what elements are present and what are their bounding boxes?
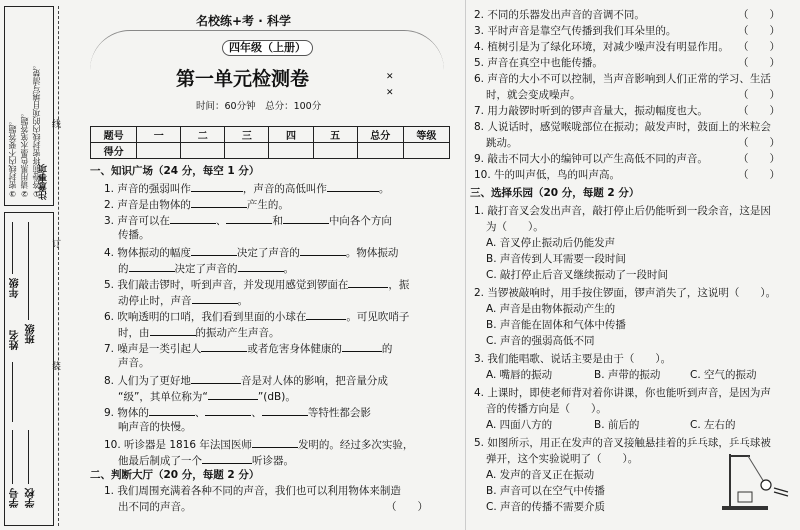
string — [748, 456, 764, 482]
notice-label: 注意事项 — [39, 164, 49, 200]
name-field[interactable] — [12, 362, 13, 422]
s3-q3: 3. 我们能唱歌、说话主要是由于（ ）。 — [474, 353, 672, 365]
score-cell[interactable] — [181, 143, 225, 159]
note-1: ①答卷前将密封线内的项目填写清楚。 — [32, 61, 41, 198]
s2-row-3: 3. 平时声音是靠空气传播到我们耳朵里的。 — [474, 25, 677, 37]
s2-row-3-answer[interactable]: （ ） — [738, 25, 780, 37]
s3-q1-option-c[interactable]: C. 敲打停止后音叉继续振动了一段时间 — [486, 269, 669, 281]
score-header-cell: 五 — [313, 127, 357, 143]
s2-row-10-answer[interactable]: （ ） — [738, 169, 780, 181]
s1-q9: 9. 物体的 、 、 等特性都会影 — [104, 404, 371, 420]
brand-line: 名校练+考 · 科学 — [196, 14, 291, 28]
s2-row-7: 7. 用力敲锣时听到的锣声音量大，振动幅度也大。 — [474, 105, 708, 117]
tuning-fork-diagram — [702, 448, 792, 512]
score-cell[interactable] — [357, 143, 403, 159]
answer-blank[interactable] — [306, 308, 346, 320]
s3-q5-option-a[interactable]: A. 发声的音叉正在振动 — [486, 469, 595, 481]
seal-char-ding: 订 — [52, 240, 62, 250]
answer-blank[interactable] — [191, 372, 241, 384]
score-header-cell: 三 — [225, 127, 269, 143]
score-header-cell: 二 — [181, 127, 225, 143]
s1-q4: 4. 物体振动的幅度 决定了声音的 。物体振动 — [104, 244, 398, 260]
s2-row-5: 5. 声音在真空中也能传播。 — [474, 57, 603, 69]
answer-blank[interactable] — [238, 260, 284, 272]
answer-blank[interactable] — [348, 276, 388, 288]
s3-q5-cont: 弹开，这个实验说明了（ ）。 — [486, 453, 639, 465]
tuning-fork-icon — [774, 488, 788, 496]
answer-blank[interactable] — [208, 388, 258, 400]
s1-q8-cont: “级”，其单位称为“ ”(dB)。 — [118, 388, 296, 404]
s2-row-8-cont: 跳动。 — [486, 137, 518, 149]
s3-q1-option-a[interactable]: A. 音叉停止振动后仍能发声 — [486, 237, 616, 249]
answer-blank[interactable] — [129, 260, 175, 272]
name-label: 姓名 — [10, 330, 21, 350]
s2-row-4: 4. 植树引是为了绿化环境，对减少噪声没有明显作用。 — [474, 41, 729, 53]
s3-q4: 4. 上课时，即使老师背对着你讲课，你也能听到声音，是因为声 — [474, 387, 771, 399]
s2-row-9: 9. 敲击不同大小的编钟可以产生高低不同的声音。 — [474, 153, 708, 165]
s3-q4-option-b[interactable]: B. 前后的 — [594, 419, 640, 431]
seal-char-zhuang: 装 — [52, 362, 62, 372]
answer-blank[interactable] — [191, 244, 237, 256]
s1-q7: 7. 噪声是一类引起人 或者危害身体健康的 的 — [104, 340, 392, 356]
s3-q2-option-a[interactable]: A. 声音是由物体振动产生的 — [486, 303, 616, 315]
class-field[interactable] — [28, 222, 29, 320]
grade-badge: 四年级（上册） — [222, 40, 313, 56]
s3-q3-option-b[interactable]: B. 声带的振动 — [594, 369, 661, 381]
score-header-cell: 题号 — [91, 127, 137, 143]
answer-blank[interactable] — [252, 436, 298, 448]
s1-q6: 6. 吹响透明的口哨，我们看到里面的小球在 。可见吹哨子 — [104, 308, 409, 324]
answer-blank[interactable] — [342, 340, 382, 352]
page-title: 第一单元检测卷 — [176, 68, 310, 90]
s3-q5: 5. 如图所示，用正在发声的音叉接触悬挂着的乒乓球，乒乓球被 — [474, 437, 771, 449]
score-cell[interactable] — [313, 143, 357, 159]
s3-q1: 1. 敲打音叉会发出声音，敲打停止后仍能听到一段余音，这是因 — [474, 205, 771, 217]
score-cell[interactable] — [137, 143, 181, 159]
note-2: ②请用黑色墨水笔答题。 — [20, 109, 29, 198]
school-label: 学校 — [26, 488, 37, 508]
answer-blank[interactable] — [300, 244, 346, 256]
score-header-cell: 总分 — [357, 127, 403, 143]
s2-row-4-answer[interactable]: （ ） — [738, 41, 780, 53]
score-header-cell: 一 — [137, 127, 181, 143]
s1-q3: 3. 声音可以在 、 和 中向各个方向 — [104, 212, 392, 228]
answer-blank[interactable] — [226, 212, 272, 224]
s1-q5: 5. 我们敲击锣时，听到声音，并发现用感觉到锣面在 ，振 — [104, 276, 409, 292]
score-cell[interactable] — [225, 143, 269, 159]
answer-blank[interactable] — [202, 452, 252, 464]
score-row-label: 得分 — [91, 143, 137, 159]
answer-blank[interactable] — [149, 404, 195, 416]
score-header-cell: 四 — [269, 127, 313, 143]
s3-q2: 2. 当锣被敲响时，用手按住锣面，锣声消失了，这说明（ ）。 — [474, 287, 777, 299]
s1-q9-cont: 响声音的快慢。 — [118, 421, 192, 433]
cross-mark-1: ✕ — [386, 72, 394, 82]
resonance-box — [738, 492, 752, 502]
student-id-field[interactable] — [12, 430, 13, 484]
s2-row-2: 2. 不同的乐器发出声音的音调不同。 — [474, 9, 645, 21]
s1-q1: 1. 声音的强弱叫作 ，声音的高低叫作 。 — [104, 180, 389, 196]
s3-q2-option-c[interactable]: C. 声音的强弱高低不同 — [486, 335, 595, 347]
stand-base — [722, 506, 768, 510]
answer-blank[interactable] — [150, 324, 196, 336]
grade-field[interactable] — [12, 222, 13, 274]
s2-row-7-answer[interactable]: （ ） — [738, 105, 780, 117]
s3-q1-cont: 为（ ）。 — [486, 221, 544, 233]
section-1-heading: 一、知识广场（24 分，每空 1 分） — [90, 165, 260, 177]
s1-q3-cont: 传播。 — [118, 229, 150, 241]
answer-blank[interactable] — [283, 212, 329, 224]
s3-q3-option-c[interactable]: C. 空气的振动 — [690, 369, 757, 381]
class-label: 班级 — [26, 324, 37, 344]
score-table — [90, 126, 450, 159]
s3-q5-option-c[interactable]: C. 声音的传播不需要介质 — [486, 501, 606, 513]
s3-q4-cont: 音的传播方向是（ ）。 — [486, 403, 607, 415]
s1-q2: 2. 声音是由物体的 产生的。 — [104, 196, 289, 212]
section-2-heading: 二、判断大厅（20 分，每题 2 分） — [90, 469, 260, 481]
seal-line — [58, 6, 59, 526]
grade-label: 年级 — [10, 278, 21, 298]
answer-blank[interactable] — [205, 404, 251, 416]
s3-q3-option-a[interactable]: A. 嘴唇的振动 — [486, 369, 553, 381]
s2-row-6: 6. 声音的大小不可以控制，当声音影响到人们正常的学习、生活 — [474, 73, 771, 85]
s2-row-2-answer[interactable]: （ ） — [738, 9, 780, 21]
answer-blank[interactable] — [262, 404, 308, 416]
answer-blank[interactable] — [201, 340, 247, 352]
s2-q1: 1. 我们周围充满着各种不同的声音，我们也可以利用物体来制造 — [104, 485, 401, 497]
ping-pong-ball-icon — [761, 480, 771, 490]
s1-q8: 8. 人们为了更好地 音是对人体的影响，把音量分成 — [104, 372, 388, 388]
s1-q6-cont: 时，由 的振动产生声音。 — [118, 324, 280, 340]
s2-row-8-answer[interactable]: （ ） — [738, 137, 780, 149]
column-divider — [465, 0, 466, 530]
s1-q5-cont: 动停止时，声音 。 — [118, 292, 248, 308]
answer-blank[interactable] — [170, 212, 216, 224]
s3-q1-option-b[interactable]: B. 声音传到人耳需要一段时间 — [486, 253, 626, 265]
answer-blank[interactable] — [191, 196, 247, 208]
s1-q7-cont: 声音。 — [118, 357, 150, 369]
s1-q10: 10. 听诊器是 1816 年法国医师 发明的。经过多次实验， — [104, 436, 413, 452]
s3-q4-option-c[interactable]: C. 左右的 — [690, 419, 736, 431]
s2-q1-answer[interactable]: （ ） — [386, 501, 428, 513]
cross-mark-2: ✕ — [386, 88, 394, 98]
score-cell[interactable] — [269, 143, 313, 159]
s2-q1-cont: 出不同的声音。 — [118, 501, 192, 513]
score-header-cell: 等级 — [403, 127, 449, 143]
s1-q4-cont: 的 决定了声音的 。 — [118, 260, 294, 276]
s2-row-6-answer[interactable]: （ ） — [738, 89, 780, 101]
s2-row-10: 10. 牛的叫声低，鸟的叫声高。 — [474, 169, 621, 181]
s3-q4-option-a[interactable]: A. 四面八方的 — [486, 419, 553, 431]
answer-blank[interactable] — [192, 292, 238, 304]
binding-strip — [0, 0, 62, 530]
note-3: ③密封线内不要答题。 — [8, 117, 17, 198]
answer-blank[interactable] — [327, 180, 379, 192]
seal-char-line: 线 — [52, 120, 62, 130]
school-field[interactable] — [28, 430, 29, 484]
s2-row-8: 8. 人说话时，感觉喉咙部位在振动；敲发声时，鼓面上的米粒会 — [474, 121, 771, 133]
exam-time: 时间：60分钟 总分：100分 — [196, 101, 322, 112]
s2-row-9-answer[interactable]: （ ） — [738, 153, 780, 165]
score-cell[interactable] — [403, 143, 449, 159]
s3-q2-option-b[interactable]: B. 声音能在固体和气体中传播 — [486, 319, 626, 331]
s2-row-5-answer[interactable]: （ ） — [738, 57, 780, 69]
answer-blank[interactable] — [191, 180, 243, 192]
section-3-heading: 三、选择乐园（20 分，每题 2 分） — [470, 187, 640, 199]
s2-row-6-cont: 时，就会变成噪声。 — [486, 89, 581, 101]
s1-q10-cont: 他最后制成了一个 听诊器。 — [118, 452, 294, 468]
s3-q5-option-b[interactable]: B. 声音可以在空气中传播 — [486, 485, 605, 497]
student-id-label: 学号 — [10, 488, 21, 508]
